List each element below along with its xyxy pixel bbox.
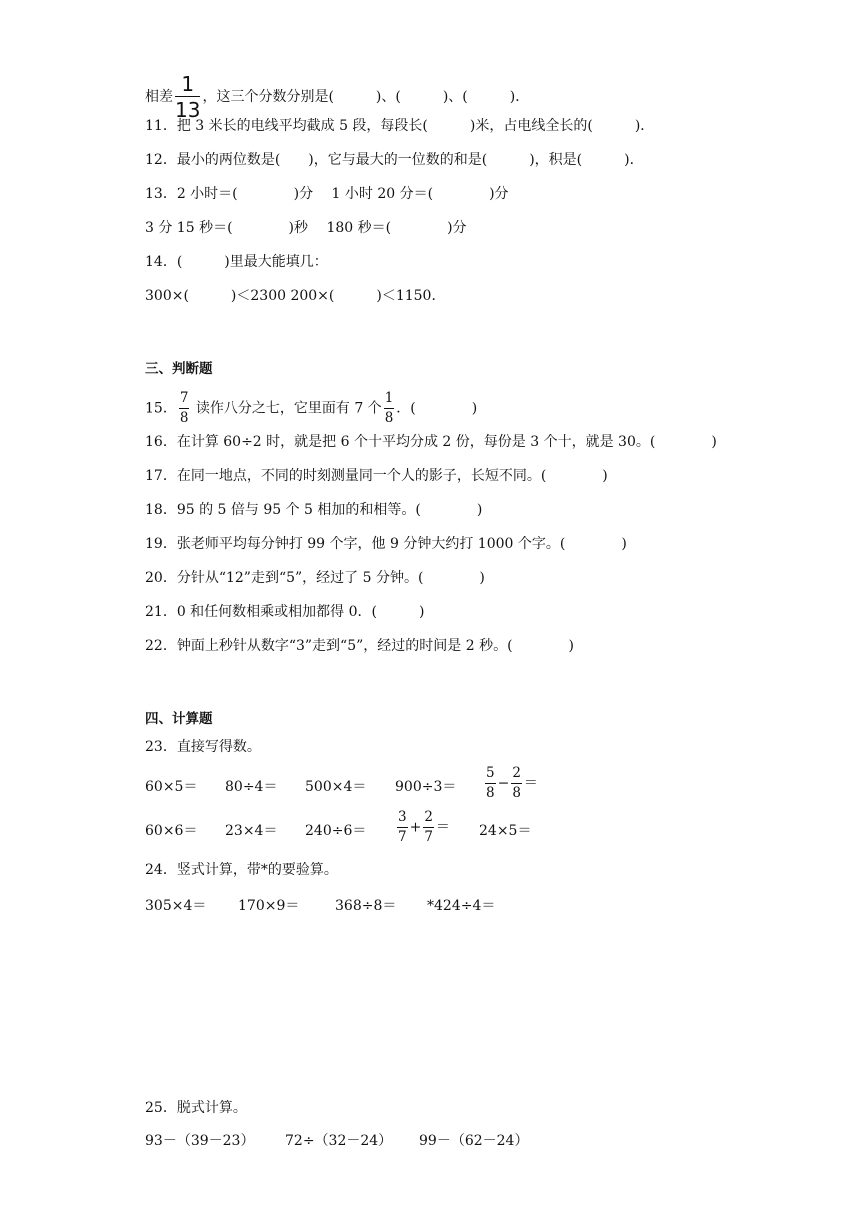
fraction-7-8	[179, 392, 190, 425]
q23-item: 60×5＝	[145, 779, 198, 795]
fraction-2-8	[511, 767, 522, 800]
fraction-numerator: 7	[179, 392, 190, 409]
question-24: 24．竖式计算，带*的要验算。	[145, 862, 338, 878]
question-18: 18．95 的 5 倍与 95 个 5 相加的和相等。( )	[145, 502, 483, 518]
q23-item: 80÷4＝	[225, 779, 278, 795]
q23-item: 24×5＝	[479, 823, 532, 839]
question-20: 20．分针从“12”走到“5”，经过了 5 分钟。( )	[145, 570, 485, 586]
fraction-denominator: 7	[424, 828, 433, 845]
minus-sign: −	[497, 775, 510, 792]
fraction-5-8	[485, 767, 496, 800]
q25-item: 93－（39－23）	[145, 1133, 255, 1149]
fraction-denominator: 13	[175, 98, 201, 122]
q25-item: 72÷（32－24）	[285, 1133, 393, 1149]
question-21: 21．0 和任何数相乘或相加都得 0．( )	[145, 604, 425, 620]
q10-suffix: ，这三个分数分别是( )、( )、( )．	[202, 89, 530, 105]
question-17: 17．在同一地点，不同的时刻测量同一个人的影子，长短不同。( )	[145, 468, 608, 484]
q23-fraction-addition	[395, 811, 450, 844]
question-23: 23．直接写得数。	[145, 739, 261, 755]
q23-item: 500×4＝	[305, 779, 367, 795]
fraction-numerator: 2	[423, 811, 434, 828]
plus-sign: +	[409, 819, 422, 836]
q25-row	[145, 1131, 565, 1151]
fraction-numerator: 1	[384, 392, 395, 409]
fraction-1-8	[384, 392, 395, 425]
equals-sign: ＝	[435, 819, 450, 836]
fraction-2-7	[423, 811, 434, 844]
q15-number: 15．	[145, 400, 177, 417]
q24-row	[145, 896, 565, 916]
question-15	[145, 392, 477, 425]
q10-continuation	[145, 74, 529, 120]
question-19: 19．张老师平均每分钟打 99 个字，他 9 分钟大约打 1000 个字。( )	[145, 536, 627, 552]
question-11: 11．把 3 米长的电线平均截成 5 段，每段长( )米，占电线全长的( )．	[145, 118, 655, 134]
question-16: 16．在计算 60÷2 时，就是把 6 个十平均分成 2 份，每份是 3 个十，就是 30。( )	[145, 434, 717, 450]
fraction-numerator: 2	[511, 767, 522, 784]
section-3-heading: 三、判断题	[145, 361, 213, 377]
question-13-line2: 3 分 15 秒＝( )秒 180 秒＝( )分	[145, 220, 467, 236]
q23-fraction-subtraction	[483, 767, 538, 800]
fraction-1-13	[175, 74, 200, 120]
fraction-denominator: 8	[179, 409, 189, 426]
q24-item: *424÷4＝	[427, 898, 496, 914]
fraction-numerator: 3	[397, 811, 408, 828]
q23-item: 240÷6＝	[305, 823, 367, 839]
q15-text: 读作八分之七，它里面有 7 个	[195, 400, 382, 417]
q23-item: 23×4＝	[225, 823, 278, 839]
question-25: 25．脱式计算。	[145, 1100, 247, 1116]
q24-item: 170×9＝	[238, 898, 300, 914]
fraction-denominator: 8	[512, 784, 521, 801]
section-4-heading: 四、计算题	[145, 711, 213, 727]
q10-prefix: 相差	[145, 89, 173, 105]
q24-item: 305×4＝	[145, 898, 207, 914]
q23-item: 60×6＝	[145, 823, 198, 839]
q15-suffix: ．( )	[396, 400, 478, 417]
q23-item: 900÷3＝	[395, 779, 457, 795]
q25-item: 99－（62－24）	[419, 1133, 529, 1149]
question-14: 14．( )里最大能填几：	[145, 254, 328, 270]
fraction-denominator: 7	[398, 828, 407, 845]
question-22: 22．钟面上秒针从数字“3”走到“5”，经过的时间是 2 秒。( )	[145, 638, 574, 654]
question-12: 12．最小的两位数是( )，它与最大的一位数的和是( )，积是( )．	[145, 152, 644, 168]
equals-sign: ＝	[523, 775, 538, 792]
fraction-3-7	[397, 811, 408, 844]
fraction-numerator: 1	[175, 74, 200, 97]
fraction-numerator: 5	[485, 767, 496, 784]
question-13-line1: 13．2 小时＝( )分 1 小时 20 分＝( )分	[145, 186, 509, 202]
q24-item: 368÷8＝	[335, 898, 397, 914]
fraction-denominator: 8	[486, 784, 495, 801]
question-14-line2: 300×( )＜2300 200×( )＜1150．	[145, 288, 446, 304]
fraction-denominator: 8	[384, 409, 394, 426]
